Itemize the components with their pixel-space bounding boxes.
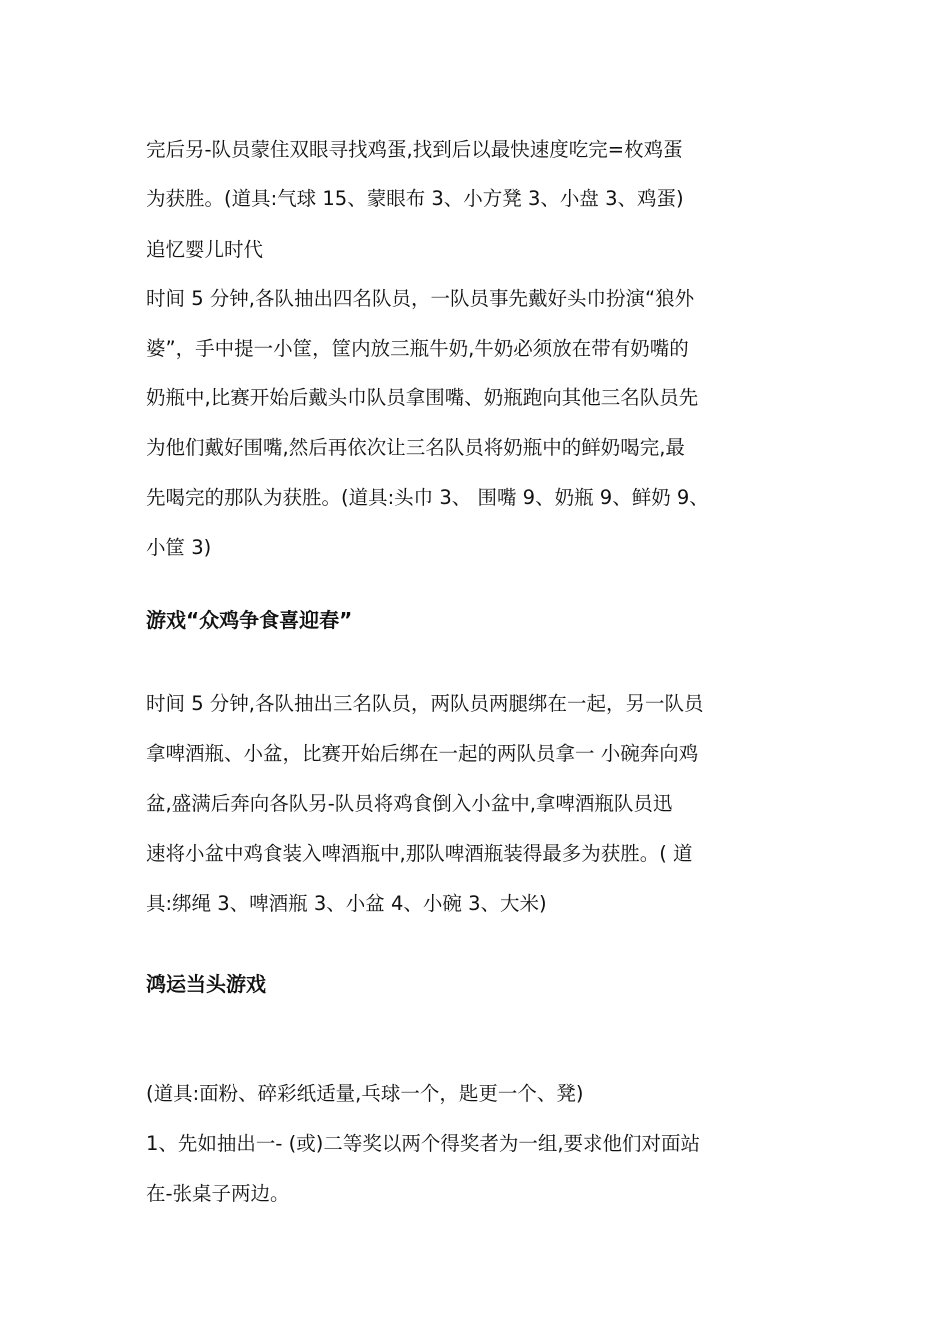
paragraph-line: 1、先如抽出一- (或)二等奖以两个得奖者为一组,要求他们对面站 [146, 1132, 701, 1155]
paragraph-line: (道具:面粉、碎彩纸适量,乓球一个，匙更一个、凳) [146, 1082, 584, 1105]
paragraph-line: 奶瓶中,比赛开始后戴头巾队员拿围嘴、奶瓶跑向其他三名队员先 [146, 386, 699, 409]
section-title: 追忆婴儿时代 [146, 238, 264, 261]
paragraph-line: 为获胜。(道具:气球 15、蒙眼布 3、小方凳 3、小盘 3、鸡蛋) [146, 187, 684, 210]
section-heading: 游戏“众鸡争食喜迎春” [146, 608, 353, 632]
paragraph-line: 先喝完的那队为获胜。(道具:头巾 3、 围嘴 9、奶瓶 9、鲜奶 9、 [146, 486, 709, 509]
paragraph-line: 速将小盆中鸡食装入啤酒瓶中,那队啤酒瓶装得最多为获胜。( 道 [146, 842, 693, 865]
paragraph-line: 在-张桌子两边。 [146, 1182, 290, 1205]
paragraph-line: 婆”，手中提一小筐，筐内放三瓶牛奶,牛奶必须放在带有奶嘴的 [146, 337, 689, 360]
paragraph-line: 具:绑绳 3、啤酒瓶 3、小盆 4、小碗 3、大米) [146, 892, 547, 915]
paragraph-line: 拿啤酒瓶、小盆，比赛开始后绑在一起的两队员拿一 小碗奔向鸡 [146, 742, 699, 765]
paragraph-line: 时间 5 分钟,各队抽出四名队员，一队员事先戴好头巾扮演“狼外 [146, 287, 695, 310]
paragraph-line: 时间 5 分钟,各队抽出三名队员，两队员两腿绑在一起，另一队员 [146, 692, 704, 715]
paragraph-line: 为他们戴好围嘴,然后再依次让三名队员将奶瓶中的鲜奶喝完,最 [146, 436, 685, 459]
section-heading: 鸿运当头游戏 [146, 972, 266, 996]
paragraph-line: 盆,盛满后奔向各队另-队员将鸡食倒入小盆中,拿啤酒瓶队员迅 [146, 792, 673, 815]
paragraph-line: 小筐 3) [146, 536, 212, 559]
paragraph-line: 完后另-队员蒙住双眼寻找鸡蛋,找到后以最快速度吃完=枚鸡蛋 [146, 138, 683, 161]
